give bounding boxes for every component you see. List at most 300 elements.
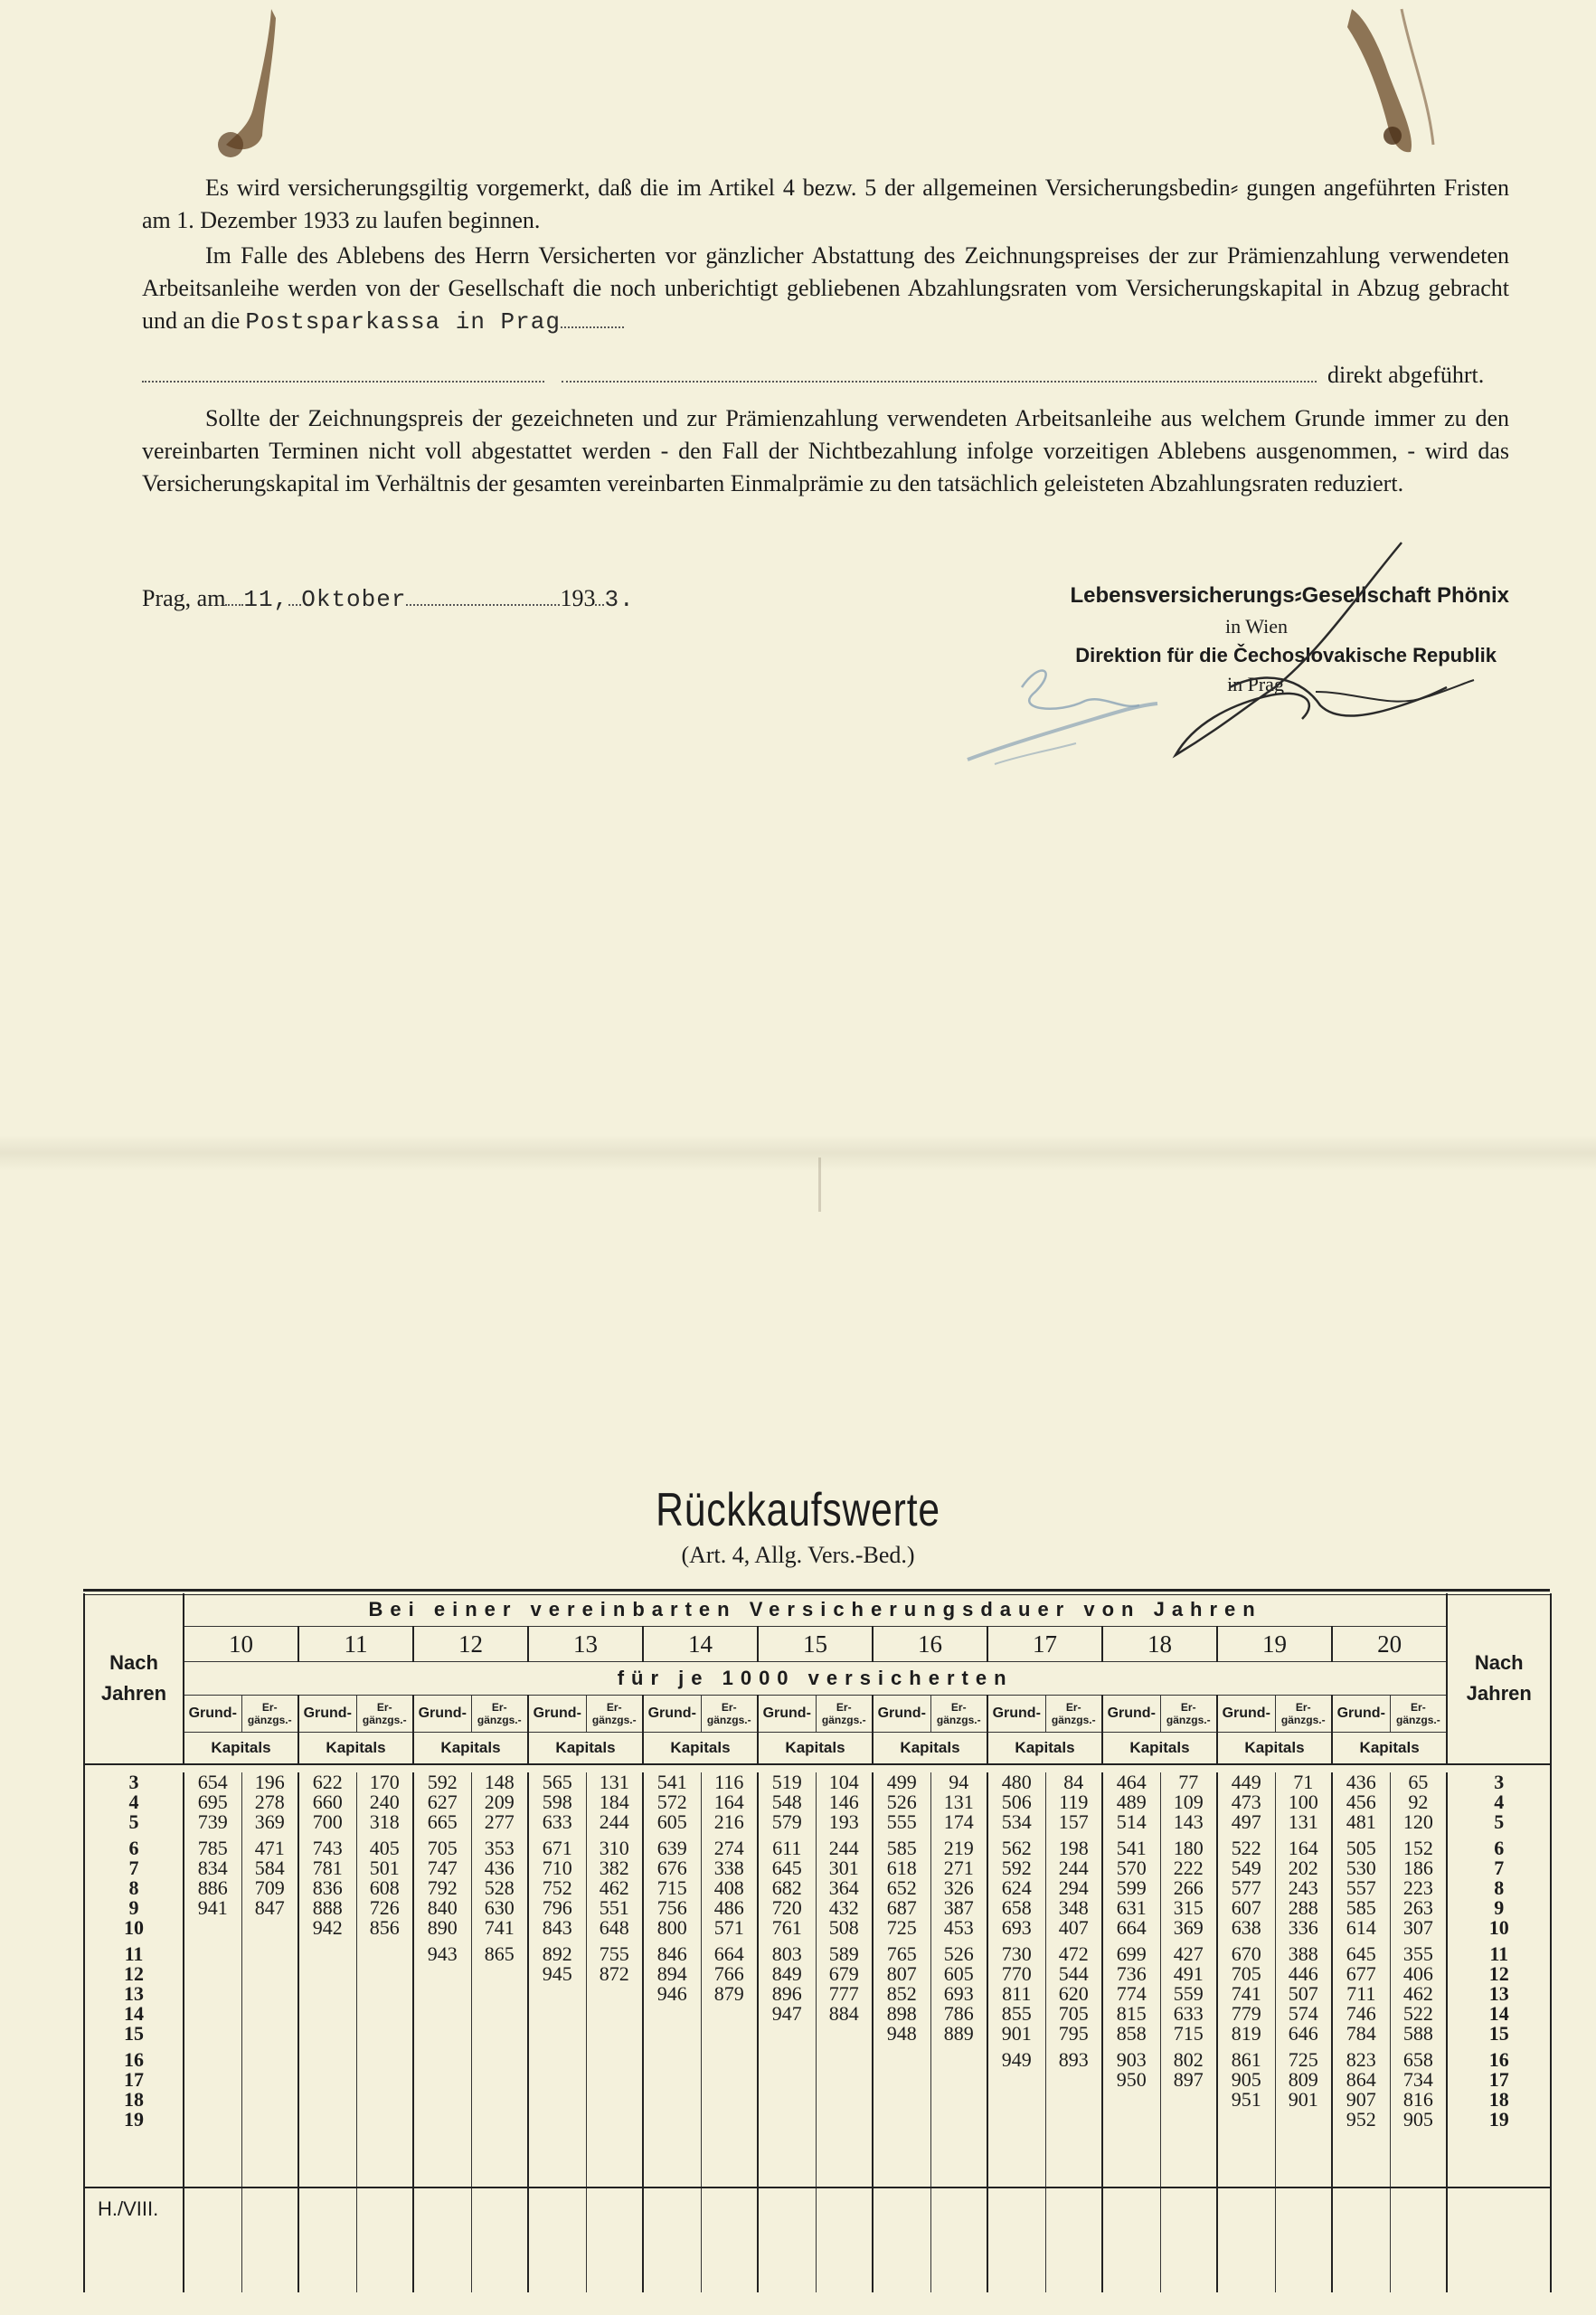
table-value: 8 <box>1494 1876 1505 1900</box>
table-value: 761 <box>771 1916 802 1940</box>
table-value: 164 <box>1288 1836 1318 1859</box>
table-value: 739 <box>197 1810 228 1834</box>
table-value: 315 <box>1173 1896 1204 1920</box>
table-value: 223 <box>1402 1876 1433 1900</box>
grund-header: Grund- <box>873 1696 930 1733</box>
table-value: 693 <box>943 1982 974 2006</box>
table-value: 528 <box>484 1876 515 1900</box>
table-value: 71 <box>1293 1771 1314 1793</box>
table-value: 730 <box>1001 1942 1032 1965</box>
kapitals-header: Kapitals <box>643 1733 758 1765</box>
table-value: 699 <box>1116 1942 1147 1965</box>
table-value: 355 <box>1402 1942 1433 1965</box>
handwritten-signature <box>850 534 1510 796</box>
table-value: 462 <box>1402 1982 1433 2006</box>
table-value: 571 <box>713 1916 744 1940</box>
table-value: 219 <box>943 1836 974 1859</box>
table-value: 152 <box>1402 1836 1433 1859</box>
table-value: 13 <box>1488 1982 1509 2006</box>
duration-header: 10 <box>184 1627 298 1662</box>
table-value: 802 <box>1173 2047 1204 2071</box>
table-value: 572 <box>656 1791 687 1814</box>
table-value: 720 <box>771 1896 802 1920</box>
table-value: 815 <box>1116 2002 1147 2026</box>
table-value: 11 <box>1489 1942 1509 1965</box>
table-value: 12 <box>1488 1961 1509 1985</box>
table-value: 664 <box>713 1942 744 1965</box>
table-value: 480 <box>1001 1771 1032 1793</box>
table-value: 705 <box>427 1836 458 1859</box>
form-code: H./VIII. <box>98 2197 159 2220</box>
table-value: 526 <box>886 1791 917 1814</box>
table-value: 888 <box>312 1896 343 1920</box>
table-value: 770 <box>1001 1961 1032 1985</box>
table-value: 693 <box>1001 1916 1032 1940</box>
table-value: 905 <box>1231 2067 1261 2091</box>
table-value: 599 <box>1116 1876 1147 1900</box>
table-value: 948 <box>886 2022 917 2046</box>
table-value: 746 <box>1346 2002 1376 2026</box>
year-prefix: 193 <box>560 585 596 611</box>
grund-values <box>1102 1772 1160 2292</box>
table-value: 508 <box>828 1916 859 1940</box>
table-value: 326 <box>943 1876 974 1900</box>
erganz-values <box>356 1772 413 2292</box>
duration-header: 15 <box>758 1627 873 1662</box>
grund-header: Grund- <box>987 1696 1045 1733</box>
kapitals-header: Kapitals <box>873 1733 987 1765</box>
table-value: 456 <box>1346 1791 1376 1814</box>
table-value: 243 <box>1288 1876 1318 1900</box>
table-value: 406 <box>1402 1961 1433 1985</box>
table-value: 94 <box>949 1771 969 1793</box>
table-value: 427 <box>1173 1942 1204 1965</box>
table-value: 353 <box>484 1836 515 1859</box>
table-value: 671 <box>542 1836 572 1859</box>
table-value: 947 <box>771 2002 802 2026</box>
grund-values <box>643 1772 701 2292</box>
table-value: 369 <box>254 1810 285 1834</box>
table-value: 65 <box>1408 1771 1429 1793</box>
table-value: 834 <box>197 1856 228 1879</box>
table-value: 588 <box>1402 2022 1433 2046</box>
table-value: 614 <box>1346 1916 1376 1940</box>
paper-crease <box>818 1158 821 1212</box>
table-value: 660 <box>312 1791 343 1814</box>
table-value: 734 <box>1402 2067 1433 2091</box>
grund-header: Grund- <box>643 1696 701 1733</box>
table-value: 338 <box>713 1856 744 1879</box>
table-value: 725 <box>886 1916 917 1940</box>
grund-values <box>528 1772 586 2292</box>
table-value: 244 <box>599 1810 629 1834</box>
table-value: 174 <box>943 1810 974 1834</box>
table-value: 244 <box>828 1836 859 1859</box>
erganz-header: Er- gänzgs.- <box>1390 1696 1447 1733</box>
table-value: 486 <box>713 1896 744 1920</box>
table-value: 755 <box>599 1942 629 1965</box>
table-value: 534 <box>1001 1810 1032 1834</box>
table-value: 901 <box>1288 2088 1318 2112</box>
table-value: 549 <box>1231 1856 1261 1879</box>
table-value: 278 <box>254 1791 285 1814</box>
table-value: 741 <box>484 1916 515 1940</box>
table-value: 186 <box>1402 1856 1433 1879</box>
table-value: 803 <box>771 1942 802 1965</box>
table-value: 893 <box>1058 2047 1089 2071</box>
table-value: 202 <box>1288 1856 1318 1879</box>
table-value: 792 <box>427 1876 458 1900</box>
table-value: 348 <box>1058 1896 1089 1920</box>
table-value: 892 <box>542 1942 572 1965</box>
table-value: 605 <box>943 1961 974 1985</box>
table-value: 710 <box>542 1856 572 1879</box>
table-value: 897 <box>1173 2067 1204 2091</box>
typed-month: Oktober <box>301 586 407 613</box>
table-value: 645 <box>771 1856 802 1879</box>
table-value: 705 <box>1231 1961 1261 1985</box>
table-value: 310 <box>599 1836 629 1859</box>
dotted-continuation-line <box>142 360 1484 391</box>
table-value: 6 <box>128 1836 139 1859</box>
kapitals-header: Kapitals <box>758 1733 873 1765</box>
table-value: 541 <box>1116 1836 1147 1859</box>
table-value: 945 <box>542 1961 572 1985</box>
table-value: 646 <box>1288 2022 1318 2046</box>
table-value: 846 <box>656 1942 687 1965</box>
table-value: 879 <box>713 1982 744 2006</box>
table-value: 941 <box>197 1896 228 1920</box>
table-value: 9 <box>128 1896 139 1920</box>
table-value: 10 <box>1488 1916 1509 1940</box>
table-value: 274 <box>713 1836 744 1859</box>
table-value: 950 <box>1116 2067 1147 2091</box>
table-value: 865 <box>484 1942 515 1965</box>
table-value: 14 <box>124 2002 144 2026</box>
table-value: 222 <box>1173 1856 1204 1879</box>
table-value: 592 <box>1001 1856 1032 1879</box>
erganz-header: Er- gänzgs.- <box>471 1696 528 1733</box>
grund-header: Grund- <box>1332 1696 1390 1733</box>
nach-jahren-header-left: Nach Jahren <box>84 1593 184 1764</box>
table-value: 382 <box>599 1856 629 1879</box>
grund-values <box>987 1772 1045 2292</box>
table-value: 638 <box>1231 1916 1261 1940</box>
erganz-header: Er- gänzgs.- <box>356 1696 413 1733</box>
table-value: 146 <box>828 1791 859 1814</box>
table-value: 889 <box>943 2022 974 2046</box>
table-value: 627 <box>427 1791 458 1814</box>
table-value: 903 <box>1116 2047 1147 2071</box>
dotted-fill-line <box>562 363 1317 383</box>
table-value: 766 <box>713 1961 744 1985</box>
table-value: 301 <box>828 1856 859 1879</box>
table-value: 16 <box>124 2047 144 2071</box>
nach-jahren-header-right: Nach Jahren <box>1447 1593 1551 1764</box>
table-value: 705 <box>1058 2002 1089 2026</box>
table-value: 658 <box>1402 2047 1433 2071</box>
grund-header: Grund- <box>1102 1696 1160 1733</box>
table-value: 816 <box>1402 2088 1433 2112</box>
table-value: 489 <box>1116 1791 1147 1814</box>
table-value: 436 <box>484 1856 515 1879</box>
header-versicherungsdauer: Bei einer vereinbarten Versicherungsdauer von Jahren <box>184 1593 1447 1627</box>
table-value: 687 <box>886 1896 917 1920</box>
table-value: 639 <box>656 1836 687 1859</box>
duration-header: 14 <box>643 1627 758 1662</box>
table-value: 946 <box>656 1982 687 2006</box>
table-value: 901 <box>1001 2022 1032 2046</box>
table-spacer <box>84 1764 1551 1772</box>
table-value: 890 <box>427 1916 458 1940</box>
table-value: 471 <box>254 1836 285 1859</box>
table-value: 949 <box>1001 2047 1032 2071</box>
table-value: 774 <box>1116 1982 1147 2006</box>
table-value: 9 <box>1494 1896 1505 1920</box>
grund-values <box>184 1772 241 2292</box>
company-directorate-city: in Prag <box>1227 673 1284 695</box>
table-value: 679 <box>828 1961 859 1985</box>
table-value: 858 <box>1116 2022 1147 2046</box>
table-value: 648 <box>599 1916 629 1940</box>
duration-header: 20 <box>1332 1627 1447 1662</box>
table-value: 131 <box>943 1791 974 1814</box>
table-value: 209 <box>484 1791 515 1814</box>
table-value: 184 <box>599 1791 629 1814</box>
table-value: 12 <box>124 1961 144 1985</box>
table-value: 811 <box>1002 1982 1032 2006</box>
table-value: 631 <box>1116 1896 1147 1920</box>
table-value: 843 <box>542 1916 572 1940</box>
typed-year: 3. <box>604 586 635 613</box>
table-value: 84 <box>1063 1771 1084 1793</box>
table-value: 819 <box>1231 2022 1261 2046</box>
erganz-header: Er- gänzgs.- <box>701 1696 758 1733</box>
table-value: 5 <box>1494 1810 1505 1834</box>
table-value: 407 <box>1058 1916 1089 1940</box>
table-value: 823 <box>1346 2047 1376 2071</box>
table-value: 630 <box>484 1896 515 1920</box>
table-value: 695 <box>197 1791 228 1814</box>
table-value: 336 <box>1288 1916 1318 1940</box>
paragraph-text: Im Falle des Ablebens des Herrn Versicherten vor gänzlicher Abstattung des Zeichnungspreises der zur Prämienzahlung verwendeten Arbeitsanleihe werden von der Gesellschaft die noch unberichtigt gebliebenen Abzahlungsraten vom Versicherungskapital in Abzug gebracht und an die <box>142 242 1509 334</box>
table-value: 570 <box>1116 1856 1147 1879</box>
table-value: 664 <box>1116 1916 1147 1940</box>
table-value: 522 <box>1402 2002 1433 2026</box>
table-value: 726 <box>369 1896 400 1920</box>
table-value: 17 <box>1488 2067 1509 2091</box>
table-value: 952 <box>1346 2108 1376 2131</box>
table-value: 565 <box>542 1771 572 1793</box>
table-value: 193 <box>828 1810 859 1834</box>
table-value: 462 <box>599 1876 629 1900</box>
rust-stain-right <box>1338 0 1438 163</box>
table-value: 951 <box>1231 2088 1261 2112</box>
table-value: 196 <box>254 1771 285 1793</box>
erganz-values <box>816 1772 873 2292</box>
table-value: 896 <box>771 1982 802 2006</box>
table-value: 143 <box>1173 1810 1204 1834</box>
table-value: 747 <box>427 1856 458 1879</box>
table-bottom-rule <box>83 2187 1550 2188</box>
table-value: 244 <box>1058 1856 1089 1879</box>
table-value: 886 <box>197 1876 228 1900</box>
table-value: 781 <box>312 1856 343 1879</box>
table-value: 658 <box>1001 1896 1032 1920</box>
table-value: 119 <box>1059 1791 1089 1814</box>
date-prefix: Prag, am <box>142 585 226 611</box>
table-value: 266 <box>1173 1876 1204 1900</box>
duration-header: 17 <box>987 1627 1102 1662</box>
table-value: 120 <box>1402 1810 1433 1834</box>
paragraph-ableben <box>142 240 1509 338</box>
table-value: 506 <box>1001 1791 1032 1814</box>
grund-header: Grund- <box>528 1696 586 1733</box>
typed-day: 11, <box>243 586 289 613</box>
table-value: 364 <box>828 1876 859 1900</box>
erganz-values <box>930 1772 987 2292</box>
table-value: 777 <box>828 1982 859 2006</box>
table-value: 446 <box>1288 1961 1318 1985</box>
table-value: 584 <box>254 1856 285 1879</box>
table-value: 198 <box>1058 1836 1089 1859</box>
table-value: 6 <box>1494 1836 1505 1859</box>
table-value: 562 <box>1001 1836 1032 1859</box>
table-value: 872 <box>599 1961 629 1985</box>
years-column-right <box>1447 1772 1551 2292</box>
table-value: 677 <box>1346 1961 1376 1985</box>
table-value: 453 <box>943 1916 974 1940</box>
table-value: 622 <box>312 1771 343 1793</box>
duration-header: 11 <box>298 1627 413 1662</box>
table-value: 277 <box>484 1810 515 1834</box>
table-value: 836 <box>312 1876 343 1900</box>
table-value: 585 <box>1346 1896 1376 1920</box>
table-value: 907 <box>1346 2088 1376 2112</box>
table-value: 884 <box>828 2002 859 2026</box>
table-value: 574 <box>1288 2002 1318 2026</box>
table-value: 785 <box>197 1836 228 1859</box>
table-value: 13 <box>124 1982 144 2006</box>
grund-header: Grund- <box>184 1696 241 1733</box>
table-value: 633 <box>1173 2002 1204 2026</box>
grund-values <box>873 1772 930 2292</box>
kapitals-header: Kapitals <box>1332 1733 1447 1765</box>
table-value: 3 <box>128 1771 139 1793</box>
duration-header: 19 <box>1217 1627 1332 1662</box>
table-value: 786 <box>943 2002 974 2026</box>
dotted-fill-line <box>561 308 624 328</box>
table-value: 715 <box>656 1876 687 1900</box>
dotted-fill-line <box>142 363 544 383</box>
table-value: 216 <box>713 1810 744 1834</box>
table-value: 263 <box>1402 1896 1433 1920</box>
table-value: 472 <box>1058 1942 1089 1965</box>
table-value: 170 <box>369 1771 400 1793</box>
table-value: 905 <box>1402 2108 1433 2131</box>
table-title: Rückkaufswerte <box>656 1484 940 1536</box>
table-value: 522 <box>1231 1836 1261 1859</box>
table-value: 577 <box>1231 1876 1261 1900</box>
table-value: 624 <box>1001 1876 1032 1900</box>
table-value: 491 <box>1173 1961 1204 1985</box>
paper-fold <box>0 1135 1596 1171</box>
table-value: 555 <box>886 1810 917 1834</box>
paragraph-text: Es wird versicherungsgiltig vorgemerkt, daß die im Artikel 4 bezw. 5 der allgemeinen Versicherungsbedin⸗ gungen angeführten Fristen am 1. Dezember 1933 zu laufen beginnen. <box>142 175 1509 233</box>
table-value: 16 <box>1488 2047 1509 2071</box>
table-value: 464 <box>1116 1771 1147 1793</box>
table-value: 77 <box>1178 1771 1199 1793</box>
erganz-header: Er- gänzgs.- <box>816 1696 873 1733</box>
table-value: 618 <box>886 1856 917 1879</box>
table-value: 92 <box>1408 1791 1429 1814</box>
table-value: 180 <box>1173 1836 1204 1859</box>
grund-values <box>298 1772 356 2292</box>
table-value: 369 <box>1173 1916 1204 1940</box>
table-value: 100 <box>1288 1791 1318 1814</box>
table-value: 387 <box>943 1896 974 1920</box>
grund-header: Grund- <box>413 1696 471 1733</box>
table-value: 109 <box>1173 1791 1204 1814</box>
table-value: 307 <box>1402 1916 1433 1940</box>
erganz-values <box>1275 1772 1332 2292</box>
table-value: 598 <box>542 1791 572 1814</box>
table-value: 784 <box>1346 2022 1376 2046</box>
table-value: 796 <box>542 1896 572 1920</box>
table-value: 501 <box>369 1856 400 1879</box>
erganz-values <box>586 1772 643 2292</box>
erganz-header: Er- gänzgs.- <box>1045 1696 1102 1733</box>
table-value: 809 <box>1288 2067 1318 2091</box>
table-value: 4 <box>1494 1791 1505 1814</box>
company-city: in Wien <box>1225 615 1288 638</box>
company-name: Lebensversicherungs⸗Gesellschaft Phönix <box>1070 583 1509 608</box>
table-value: 4 <box>128 1791 139 1814</box>
table-value: 840 <box>427 1896 458 1920</box>
table-value: 676 <box>656 1856 687 1879</box>
table-value: 607 <box>1231 1896 1261 1920</box>
table-value: 847 <box>254 1896 285 1920</box>
kapitals-header: Kapitals <box>413 1733 528 1765</box>
table-value: 3 <box>1494 1771 1505 1793</box>
table-value: 736 <box>1116 1961 1147 1985</box>
table-value: 711 <box>1346 1982 1376 2006</box>
table-value: 611 <box>772 1836 802 1859</box>
duration-header: 18 <box>1102 1627 1217 1662</box>
grund-header: Grund- <box>298 1696 356 1733</box>
kapitals-header: Kapitals <box>1102 1733 1217 1765</box>
table-value: 608 <box>369 1876 400 1900</box>
table-value: 633 <box>542 1810 572 1834</box>
table-value: 700 <box>312 1810 343 1834</box>
table-value: 507 <box>1288 1982 1318 2006</box>
table-value: 861 <box>1231 2047 1261 2071</box>
table-value: 541 <box>656 1771 687 1793</box>
table-value: 17 <box>124 2067 144 2091</box>
table-value: 8 <box>128 1876 139 1900</box>
table-value: 654 <box>197 1771 228 1793</box>
table-value: 741 <box>1231 1982 1261 2006</box>
table-value: 7 <box>128 1856 139 1879</box>
erganz-header: Er- gänzgs.- <box>930 1696 987 1733</box>
table-value: 559 <box>1173 1982 1204 2006</box>
table-value: 849 <box>771 1961 802 1985</box>
table-value: 288 <box>1288 1896 1318 1920</box>
erganz-header: Er- gänzgs.- <box>586 1696 643 1733</box>
table-value: 585 <box>886 1836 917 1859</box>
table-value: 864 <box>1346 2067 1376 2091</box>
table-value: 898 <box>886 2002 917 2026</box>
